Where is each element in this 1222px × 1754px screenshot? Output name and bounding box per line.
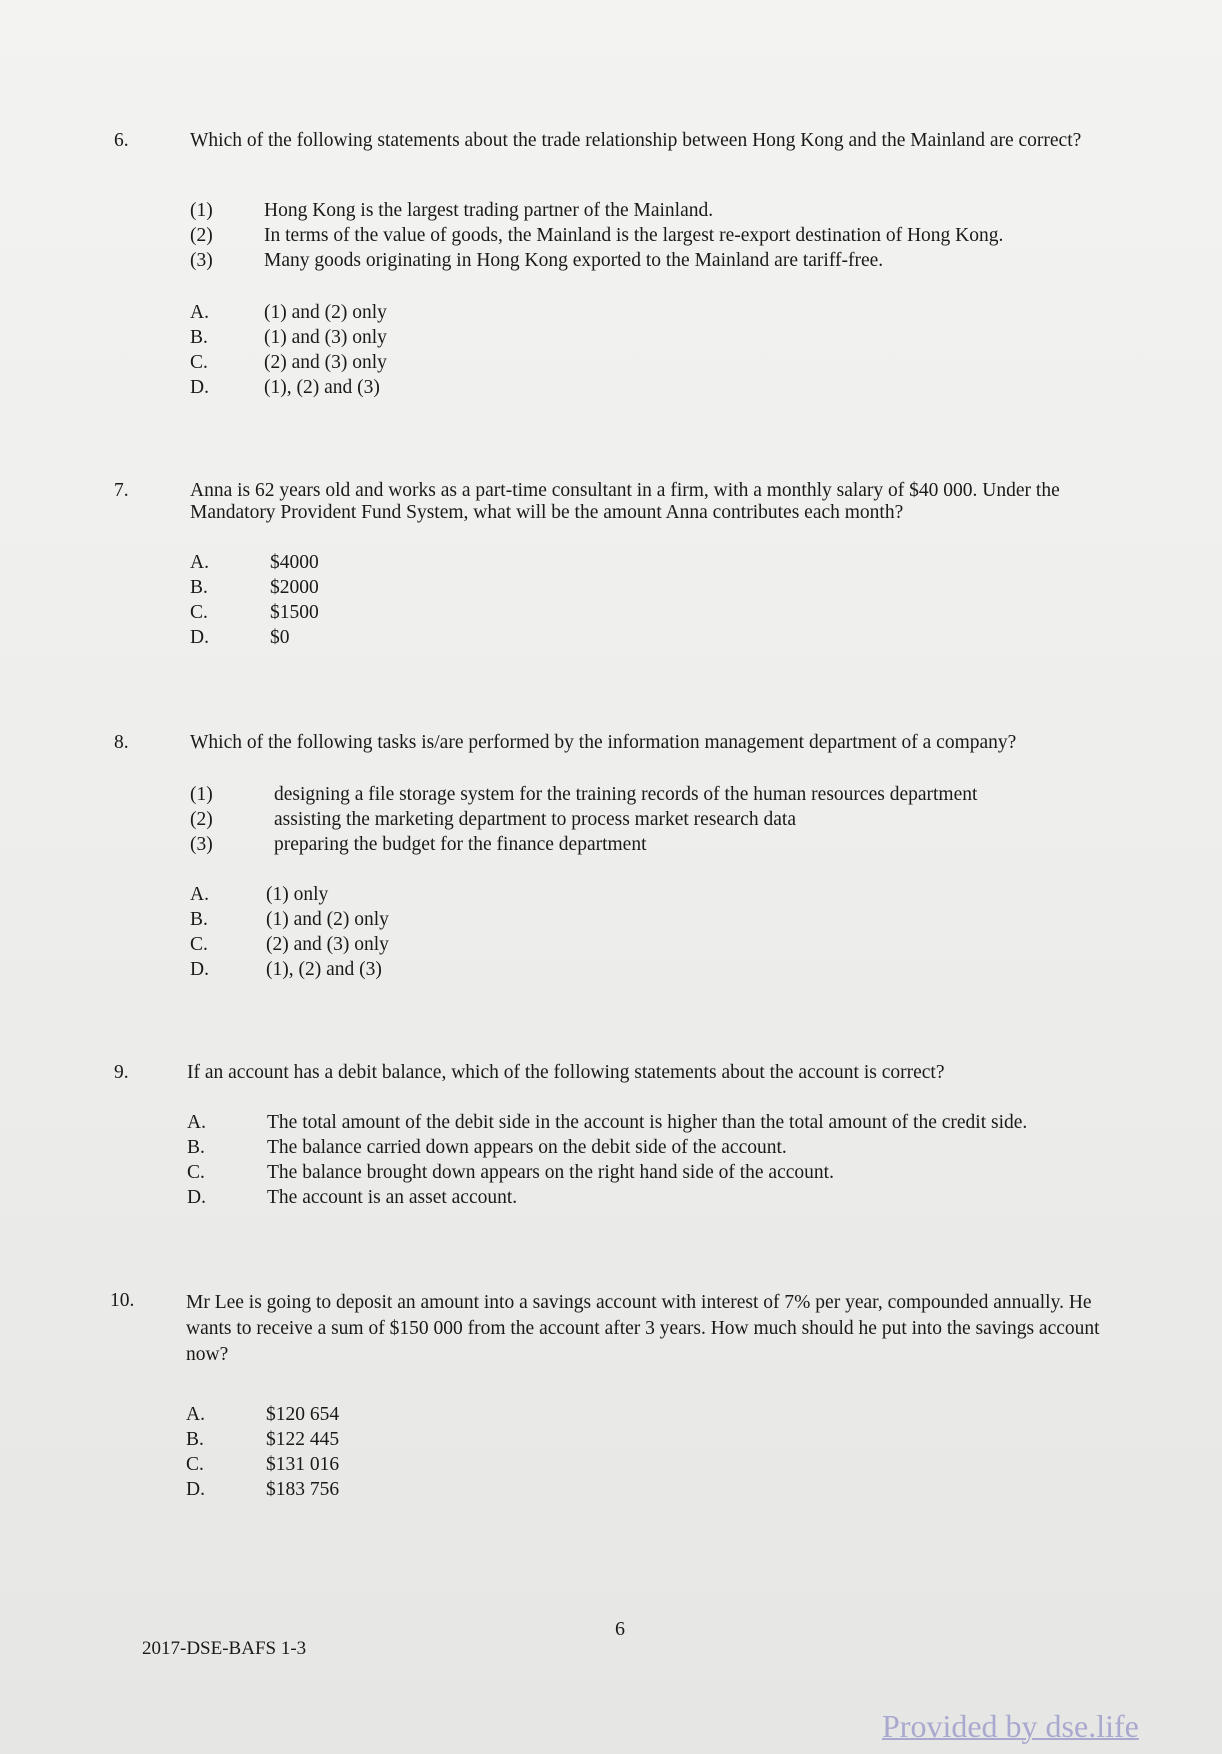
paper-code: 2017-DSE-BAFS 1-3 [142, 1638, 307, 1659]
exam-page: 6. Which of the following statements about the trade relationship between Hong Kong and the Mainland are correct? (1) Hong Kong is the largest trading partner of the Mainland. (2) In terms of the value of goods, the Mainland is the largest re-export destination of Hong Kong. (3) Many goods originating in Hong Kong exported to the Mainland are tariff-free. A. (1) and (2) only B. (1) and (3) only C. (2) and (3) only D. (1), (2) and (3) 7. Anna is 62 years old and works as a part-time consultant in a firm, with a monthly salary of $40 000. Under the Mandatory Provident Fund System, what will be the amount Anna contributes each month? A. $4000 B. $2000 C. $1500 D. $0 8. Which of the following tasks is/are performed by the information management department of a company? (1) designing a file storage system for the training records of the human resources department (2) assisting the marketing department to process market research data (3) preparing the budget for the finance department A. (1) only B. (1) and (2) only C. (2) and (3) only D. (1), (2) and (3) 9. If an account has a debit balance, which of the following statements about the account is correct? A. The total amount of the debit side in the account is higher than the total amount of the credit side. B. The balance carried down appears on the debit side of the account. C. The balance brought down appears on the right hand side of the account. D. The account is an asset account. 10. Mr Lee is going to deposit an amount into a savings account with interest of 7% per year, compounded annually. He wants to receive a sum of $150 000 from the account after 3 years. How much should he put into the savings account now? A. $120 654 B. $122 445 C. $131 016 D. $183 756 6 2017-DSE-BAFS 1-3 Provided by dse.life [0, 0, 1222, 1754]
question-number: 10. [110, 1290, 135, 1311]
question-text: Which of the following statements about the trade relationship between Hong Kong and the Mainland are correct? [190, 130, 1082, 151]
question-text: Mr Lee is going to deposit an amount into a savings account with interest of 7% per year, compounded annually. He wants to receive a sum of $150 000 from the account after 3 years. How much should he put into the savings account now? [186, 1292, 1100, 1365]
question-text: If an account has a debit balance, which of the following statements about the account is correct? [187, 1062, 945, 1083]
page-number: 6 [615, 1618, 625, 1640]
question-number: 8. [114, 732, 129, 753]
watermark-link[interactable]: Provided by dse.life [882, 1708, 1139, 1744]
question-text: Which of the following tasks is/are performed by the information management department of a company? [190, 732, 1017, 753]
question-number: 9. [114, 1062, 129, 1083]
question-number: 6. [114, 130, 129, 151]
question-number: 7. [114, 480, 129, 501]
question-text: Anna is 62 years old and works as a part-time consultant in a firm, with a monthly salary of $40 000. Under the Mandatory Provident Fund System, what will be the amount Anna contributes each month? [190, 480, 1060, 523]
